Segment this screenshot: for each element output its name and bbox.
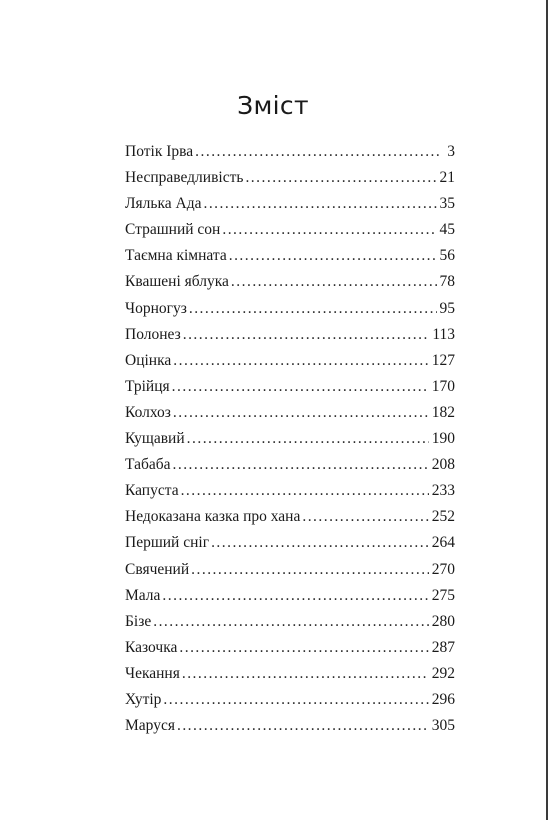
toc-entry-title: Табаба [125, 456, 171, 474]
toc-entry-page-number: 275 [431, 586, 455, 604]
page-title: Зміст [237, 90, 309, 120]
toc-entry-page-number: 56 [439, 247, 455, 265]
toc-entry-title: Недоказана казка про хана [125, 508, 301, 526]
toc-entry-page-number: 233 [431, 482, 455, 500]
toc-entry [125, 221, 455, 247]
toc-entry [125, 482, 455, 508]
toc-entry [125, 300, 455, 326]
dot-leader [302, 508, 428, 526]
toc-entry-page-number: 127 [431, 351, 455, 369]
dot-leader [173, 456, 429, 474]
toc-entry-title: Бізе [125, 612, 152, 630]
toc-entry-title: Полонез [125, 325, 181, 343]
toc-entry [125, 352, 455, 378]
dot-leader [153, 613, 429, 631]
toc-entry [125, 430, 455, 456]
dot-leader [229, 247, 437, 265]
toc-entry-title: Потік Ірва [125, 143, 194, 160]
toc-entry-title: Мала [125, 586, 161, 604]
dot-leader [189, 300, 437, 318]
dot-leader [179, 639, 428, 657]
toc-entry [125, 247, 455, 273]
dot-leader [177, 717, 429, 735]
dot-leader [162, 587, 428, 605]
toc-entry-page-number: 287 [431, 638, 455, 656]
dot-leader [191, 561, 429, 579]
dot-leader [181, 482, 429, 500]
toc-entry [125, 561, 455, 587]
toc-entry [125, 691, 455, 717]
toc-entry-page-number: 252 [431, 508, 455, 526]
toc-entry-page-number: 305 [431, 717, 455, 735]
toc-entry [125, 404, 455, 430]
dot-leader [163, 691, 428, 709]
toc-entry [125, 143, 455, 169]
toc-entry-page-number: 292 [431, 664, 455, 682]
dot-leader [195, 143, 442, 161]
toc-entry-page-number: 190 [431, 430, 455, 448]
dot-leader [172, 378, 429, 396]
toc-entry [125, 508, 455, 534]
toc-entry-page-number: 280 [431, 612, 455, 630]
toc-entry [125, 587, 455, 613]
toc-entry-page-number: 3 [447, 143, 455, 160]
toc-entry [125, 639, 455, 665]
toc-entry-page-number: 182 [431, 403, 455, 421]
toc-entry-title: Таємна кімната [125, 247, 227, 265]
toc-entry [125, 665, 455, 691]
toc-entry-page-number: 264 [431, 534, 455, 552]
dot-leader [245, 169, 436, 187]
toc-entry-page-number: 35 [439, 195, 455, 213]
dot-leader [211, 534, 429, 552]
toc-entry-title: Несправедливість [125, 169, 244, 187]
toc-entry-page-number: 170 [431, 377, 455, 395]
toc-entry-title: Страшний сон [125, 221, 221, 239]
toc-entry [125, 717, 455, 743]
toc-entry-page-number: 208 [431, 456, 455, 474]
toc-entry [125, 195, 455, 221]
toc-entry-title: Квашені яблука [125, 273, 229, 291]
toc-entry-page-number: 45 [439, 221, 455, 239]
toc-entry-title: Оцінка [125, 351, 172, 369]
toc-entry [125, 273, 455, 299]
toc-entry-title: Казочка [125, 638, 178, 656]
toc-entry-title: Колхоз [125, 403, 171, 421]
toc-entry-title: Кущавий [125, 430, 185, 448]
toc-entry [125, 534, 455, 560]
table-of-contents [125, 143, 455, 743]
dot-leader [182, 665, 429, 683]
toc-entry-title: Хутір [125, 690, 162, 708]
toc-entry-title: Свячений [125, 560, 190, 578]
toc-entry [125, 169, 455, 195]
toc-entry-page-number: 113 [432, 325, 455, 343]
toc-entry-title: Трійця [125, 377, 170, 395]
toc-entry-title: Лялька Ада [125, 195, 202, 213]
toc-entry-title: Маруся [125, 717, 175, 735]
toc-entry [125, 326, 455, 352]
toc-entry-title: Капуста [125, 482, 179, 500]
toc-entry-page-number: 296 [431, 690, 455, 708]
dot-leader [173, 404, 429, 422]
toc-entry [125, 613, 455, 639]
toc-entry-title: Чорногуз [125, 299, 187, 317]
toc-entry-page-number: 270 [431, 560, 455, 578]
dot-leader [173, 352, 428, 370]
toc-entry [125, 378, 455, 404]
toc-entry-page-number: 78 [439, 273, 455, 291]
toc-entry-title: Чекання [125, 664, 180, 682]
dot-leader [203, 195, 436, 213]
toc-entry [125, 456, 455, 482]
toc-entry-page-number: 21 [439, 169, 455, 187]
dot-leader [183, 326, 430, 344]
dot-leader [222, 221, 436, 239]
dot-leader [187, 430, 429, 448]
toc-entry-page-number: 95 [439, 299, 455, 317]
dot-leader [231, 273, 437, 291]
toc-entry-title: Перший сніг [125, 534, 210, 552]
